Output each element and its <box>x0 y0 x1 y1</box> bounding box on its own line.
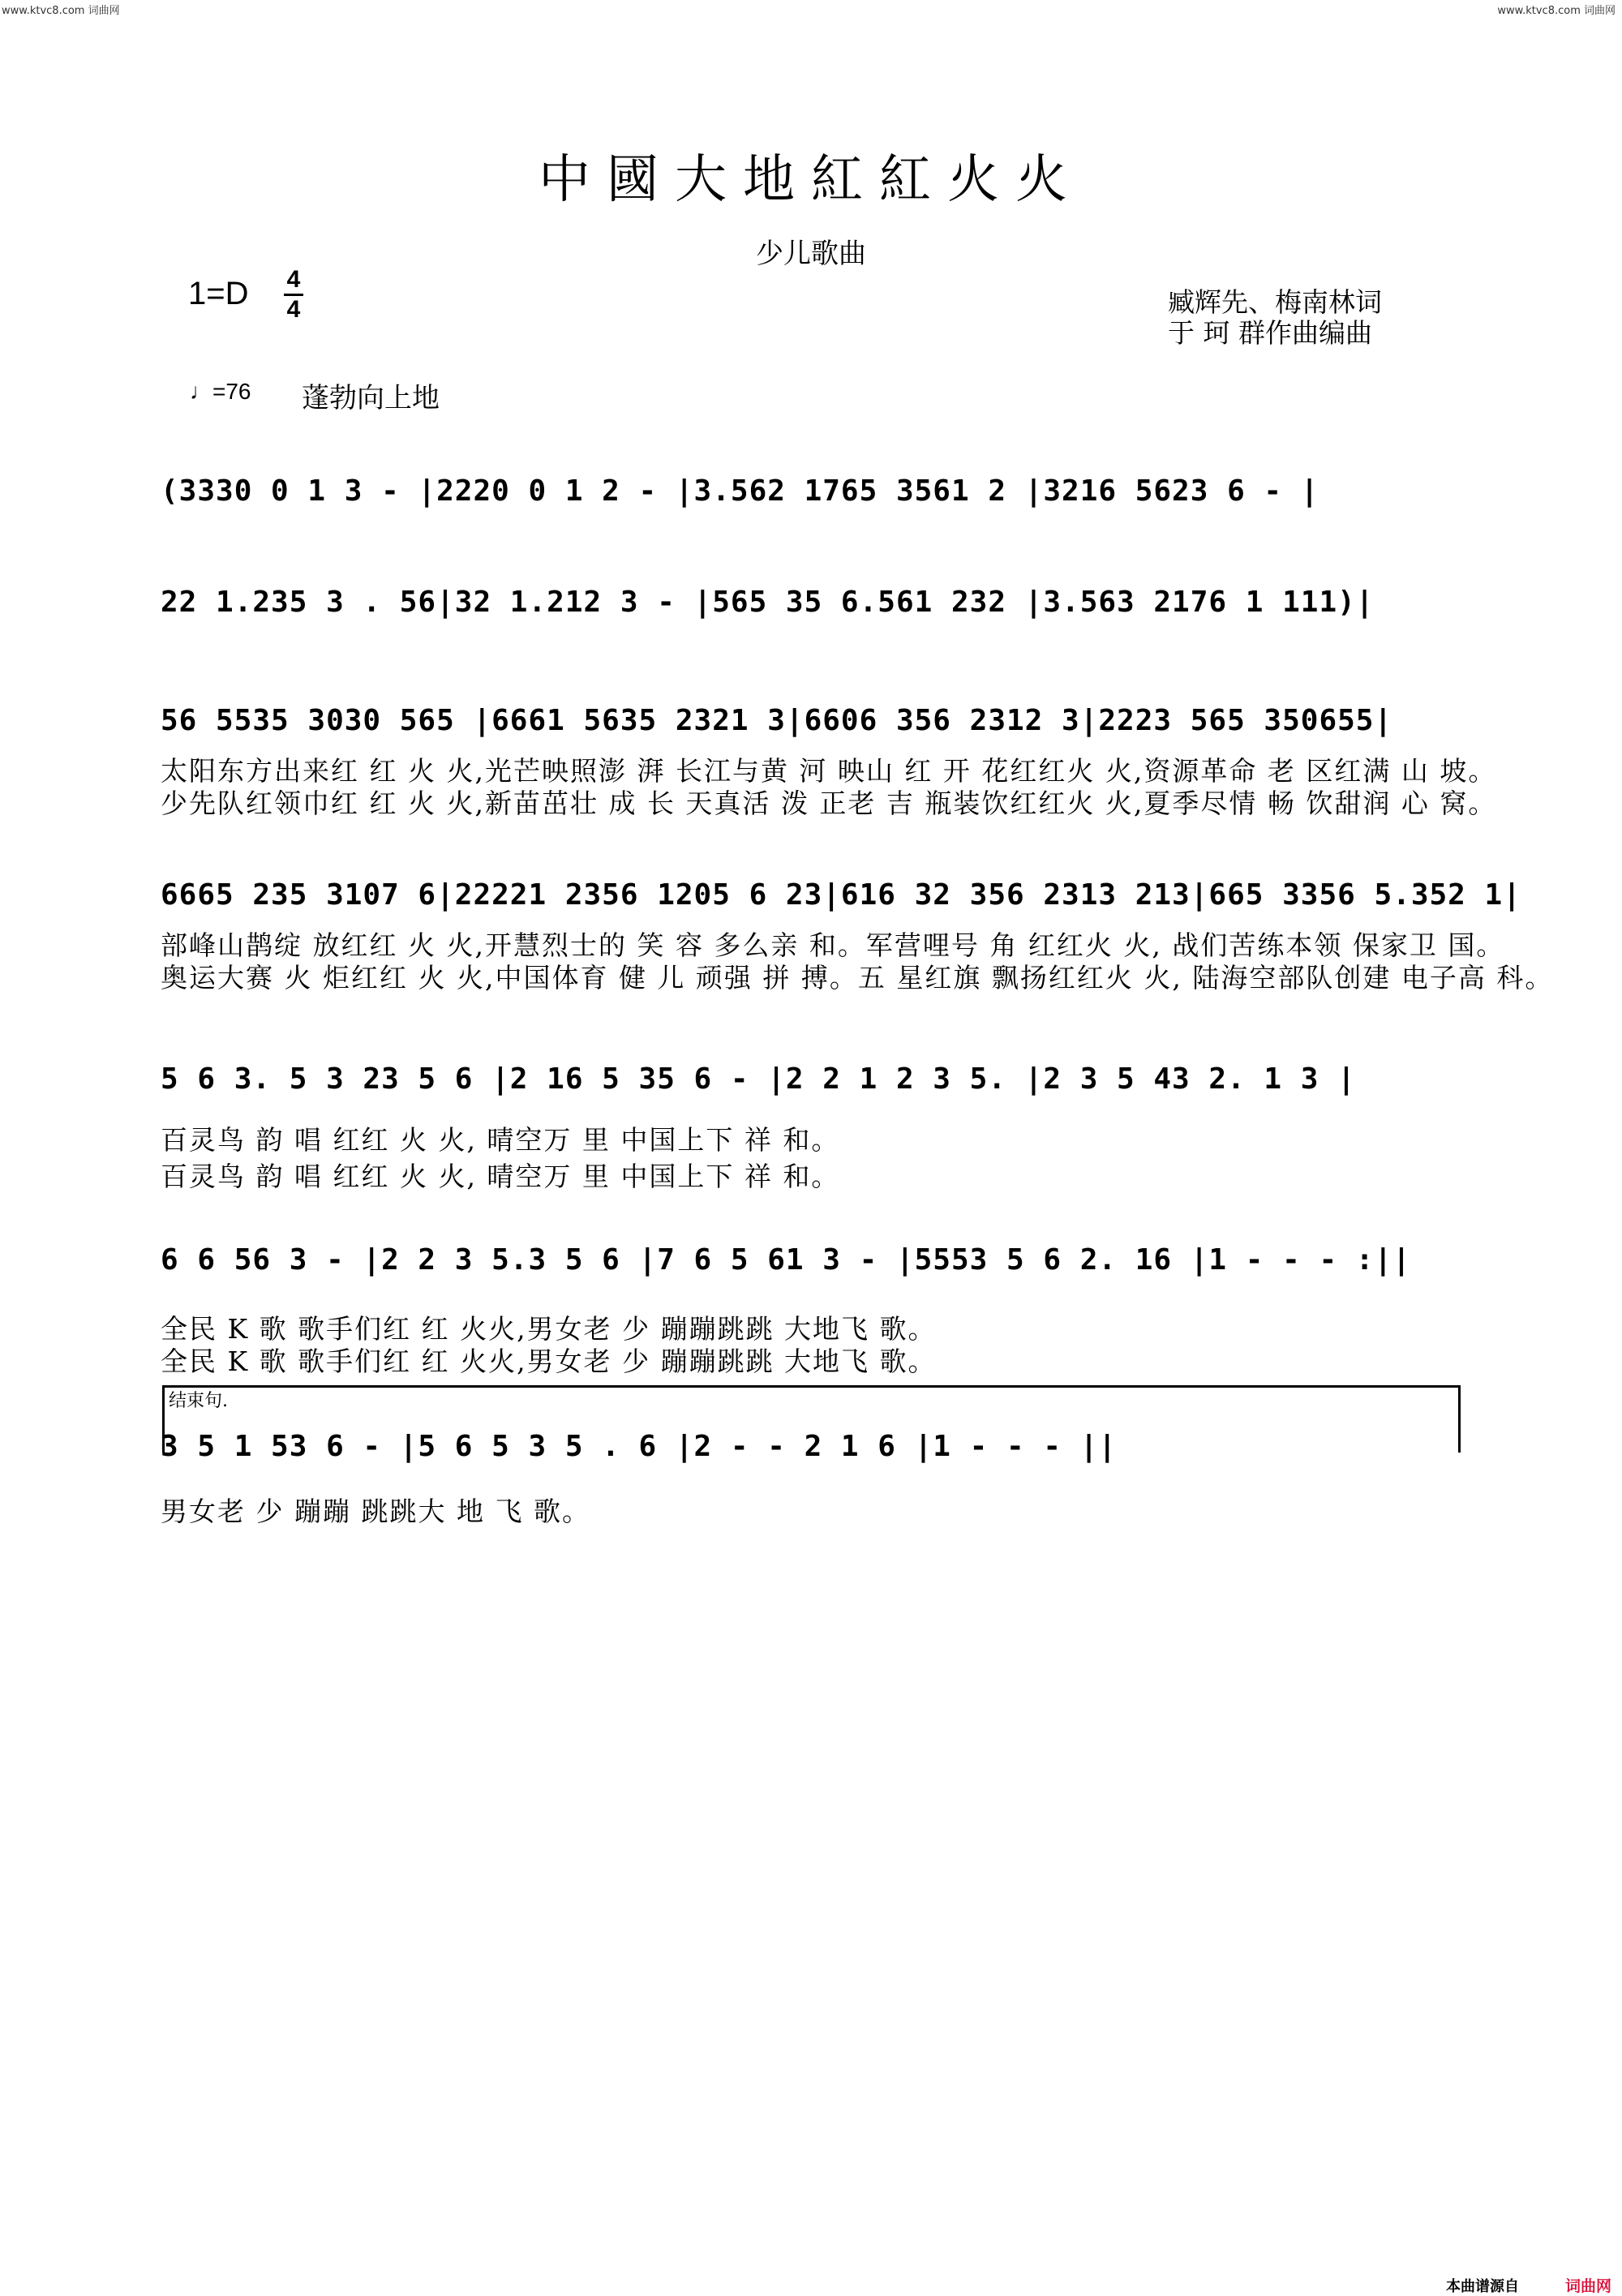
score-line-4: 6665 235 3107 6|22221 2356 1205 6 23|616 32 356 2313 213|665 3356 5.352 1| <box>161 878 1521 912</box>
lyric-line-5-verse-1: 百灵鸟 韵 唱 红红 火 火, 晴空万 里 中国上下 祥 和。 <box>161 1124 840 1156</box>
expression-marking: 蓬勃向上地 <box>302 382 440 414</box>
song-subtitle: 少儿歌曲 <box>756 238 866 270</box>
lyricist-credit: 臧辉先、梅南林词 <box>1168 286 1382 318</box>
score-line-ending: 3 5 1 53 6 - |5 6 5 3 5 . 6 |2 - - 2 1 6 |1 - - - || <box>161 1430 1118 1463</box>
lyric-line-6-verse-1: 全民 K 歌 歌手们红 红 火火,男女老 少 蹦蹦跳跳 大地飞 歌。 <box>161 1313 937 1345</box>
score-line-1: (3330 0 1 3 - |2220 0 1 2 - |3.562 1765 3561 2 |3216 5623 6 - | <box>161 474 1319 508</box>
lyric-line-5-verse-2: 百灵鸟 韵 唱 红红 火 火, 晴空万 里 中国上下 祥 和。 <box>161 1161 840 1192</box>
composer-credit: 于 珂 群作曲编曲 <box>1168 317 1372 349</box>
lyric-line-4-verse-1: 部峰山鹊绽 放红红 火 火,开慧烈士的 笑 容 多么亲 和。军营哩号 角 红红火 火, 战们苦练本领 保家卫 国。 <box>161 929 1505 961</box>
ending-label: 结束句. <box>169 1391 228 1411</box>
tempo-marking: ♩=76 <box>190 379 251 404</box>
lyric-line-ending: 男女老 少 蹦蹦 跳跳大 地 飞 歌。 <box>161 1496 590 1527</box>
key-signature: 1=D <box>188 276 249 311</box>
footer-site-logo[interactable]: 词曲网 <box>1565 2277 1612 2295</box>
score-line-6: 6 6 56 3 - |2 2 3 5.3 5 6 |7 6 5 61 3 - |5553 5 6 2. 16 |1 - - - :|| <box>161 1243 1411 1277</box>
score-line-2: 22 1.235 3 . 56|32 1.212 3 - |565 35 6.561 232 |3.563 2176 1 111)| <box>161 586 1375 619</box>
time-signature <box>284 268 303 322</box>
score-line-5: 5 6 3. 5 3 23 5 6 |2 16 5 35 6 - |2 2 1 2 3 5. |2 3 5 43 2. 1 3 | <box>161 1062 1356 1096</box>
lyric-line-3-verse-2: 少先队红领巾红 红 火 火,新苗茁壮 成 长 天真活 泼 正老 吉 瓶装饮红红火 火,夏季尽情 畅 饮甜润 心 窝。 <box>161 788 1497 819</box>
time-signature-bottom: 4 <box>286 296 301 323</box>
lyric-line-3-verse-1: 太阳东方出来红 红 火 火,光芒映照澎 湃 长江与黄 河 映山 红 开 花红红火 火,资源革命 老 区红满 山 坡。 <box>161 755 1497 787</box>
song-title: 中國大地紅紅火火 <box>539 150 1083 210</box>
watermark-right: www.ktvc8.com 词曲网 <box>1497 5 1616 17</box>
footer-source: 本曲谱源自 <box>1446 2278 1519 2295</box>
lyric-line-6-verse-2: 全民 K 歌 歌手们红 红 火火,男女老 少 蹦蹦跳跳 大地飞 歌。 <box>161 1345 937 1377</box>
time-signature-top: 4 <box>286 266 301 293</box>
watermark-left: www.ktvc8.com 词曲网 <box>2 5 120 17</box>
lyric-line-4-verse-2: 奥运大赛 火 炬红红 火 火,中国体育 健 儿 顽强 拼 搏。五 星红旗 飘扬红红火 火, 陆海空部队创建 电子高 科。 <box>161 962 1554 994</box>
score-line-3: 56 5535 3030 565 |6661 5635 2321 3|6606 356 2312 3|2223 565 350655| <box>161 704 1393 737</box>
